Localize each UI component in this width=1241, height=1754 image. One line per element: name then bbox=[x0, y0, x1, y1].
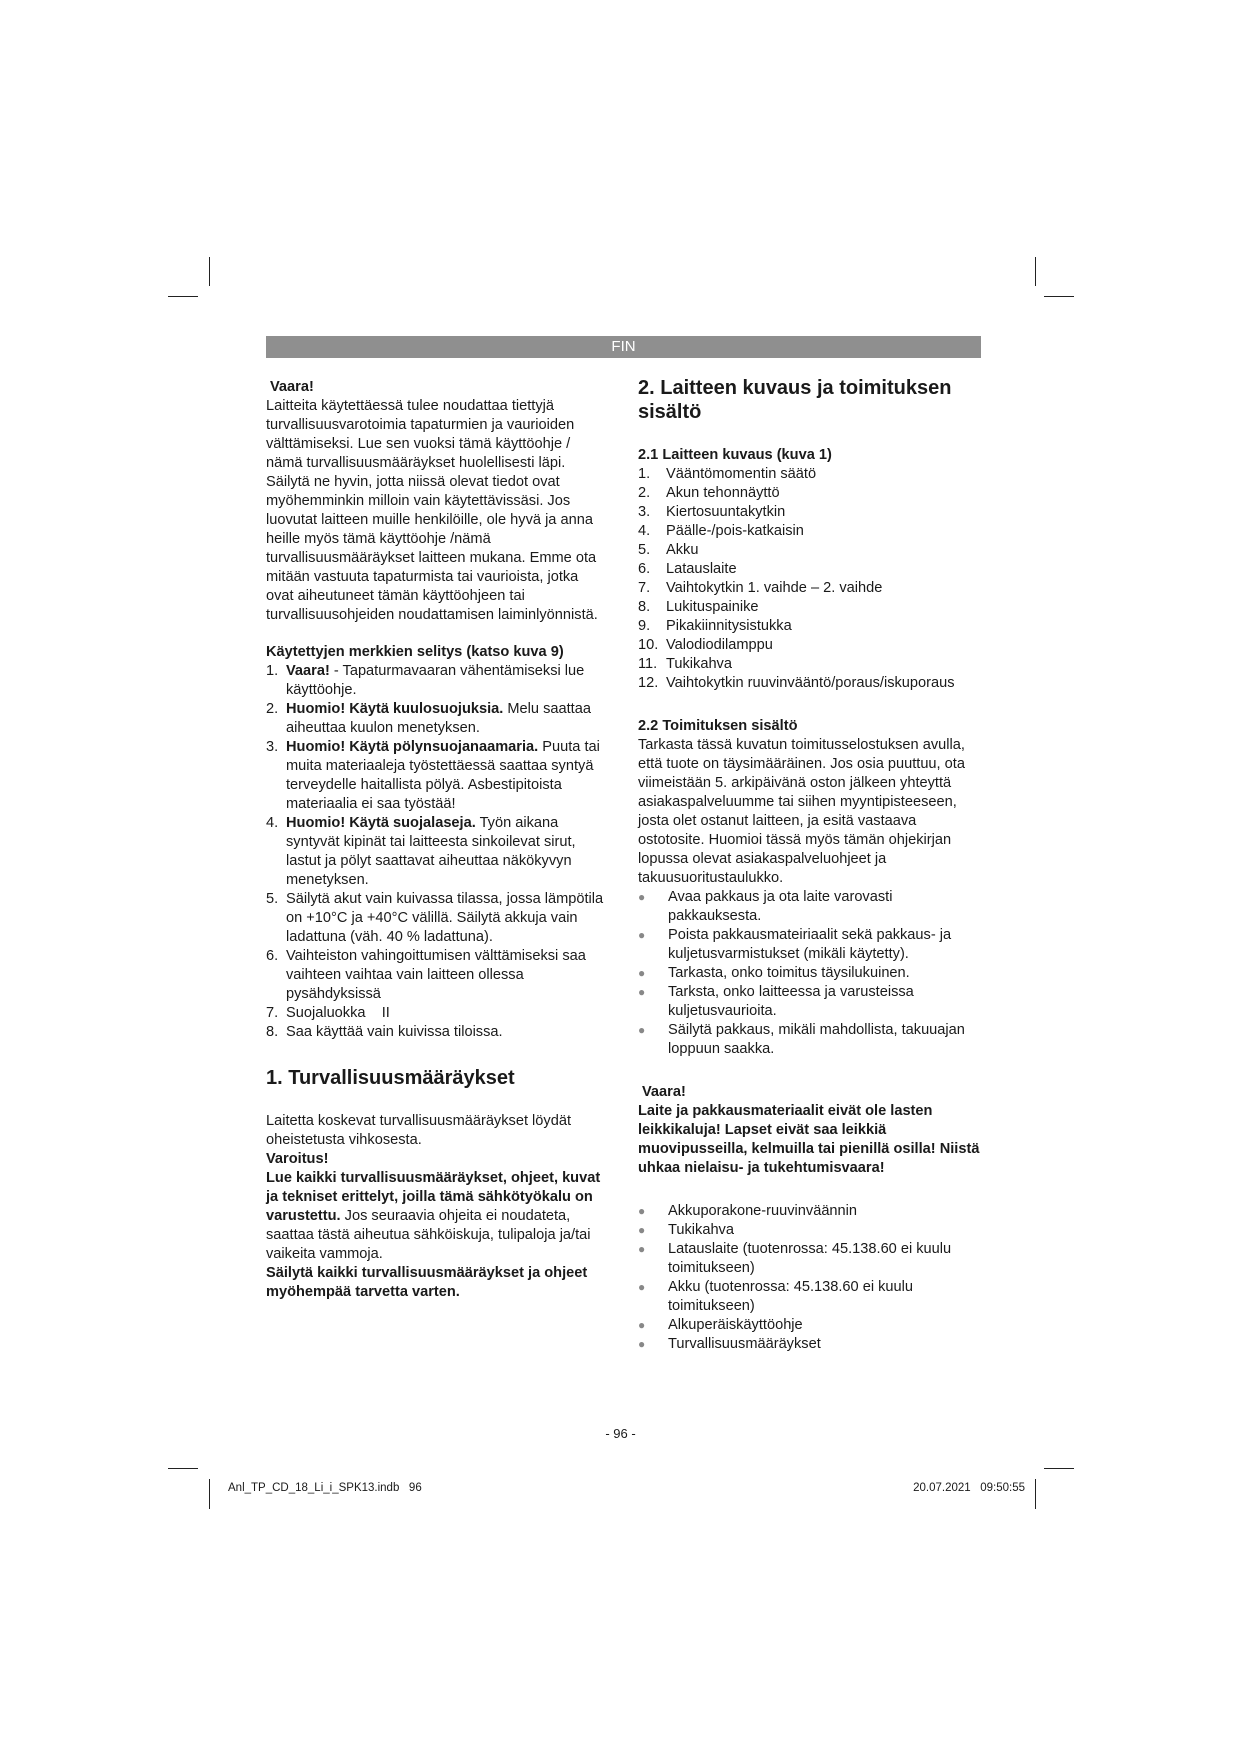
list-item: 4. Huomio! Käytä suojalaseja. Työn aikana syntyvät kipinät tai laitteesta sinkoilevat sirut, lastut ja pölyt saattavat aiheuttaa näkökyvyn menetyksen. bbox=[266, 815, 576, 888]
symbols-title: Käytettyjen merkkien selitys (katso kuva 9) bbox=[266, 644, 564, 660]
bullet-icon: ● bbox=[638, 1337, 646, 1351]
crop-mark bbox=[168, 1468, 198, 1469]
list-item: 7. Vaihtokytkin 1. vaihde – 2. vaihde bbox=[638, 580, 883, 596]
bullet-icon: ● bbox=[638, 985, 646, 999]
crop-mark bbox=[1035, 1479, 1036, 1509]
crop-mark bbox=[1044, 1468, 1074, 1469]
subsection-2-2-title: 2.2 Toimituksen sisältö bbox=[638, 718, 798, 734]
bullet-icon: ● bbox=[638, 966, 646, 980]
list-item: 12. Vaihtokytkin ruuvinvääntö/poraus/iskuporaus bbox=[638, 675, 955, 691]
list-item: ● Latauslaite (tuotenrossa: 45.138.60 ei kuulu toimitukseen) bbox=[638, 1241, 952, 1276]
symbols-list bbox=[266, 662, 606, 1042]
list-item: ● Turvallisuusmääräykset bbox=[638, 1336, 821, 1352]
warning-2-text: Laite ja pakkausmateriaalit eivät ole lasten leikkikaluja! Lapset eivät saa leikkiä muovipusseilla, kelmuilla tai pienillä osilla! Niistä uhkaa nielaisu- ja tukehtumisvaara! bbox=[638, 1103, 980, 1176]
bullet-icon: ● bbox=[638, 928, 646, 942]
section-2-title: 2. Laitteen kuvaus ja toimituksen sisältö bbox=[638, 377, 952, 423]
list-item: 9. Pikakiinnitysistukka bbox=[638, 618, 792, 634]
bullet-icon: ● bbox=[638, 1280, 646, 1294]
warning-paragraph: Lue kaikki turvallisuusmääräykset, ohjeet, kuvat ja tekniset erittelyt, joilla tämä sähkötyökalu on varustettu. Jos seuraavia ohjeita ei noudateta, saattaa tästä aiheutua sähköiskuja, tulipaloja ja/tai vaikeita vammoja. bbox=[266, 1170, 601, 1262]
language-header: FIN bbox=[266, 336, 981, 358]
contents-list bbox=[638, 1202, 982, 1354]
delivery-text: Tarkasta tässä kuvatun toimitusselostuksen avulla, että tuote on täysimääräinen. Jos osia puuttuu, ota viimeistään 5. arkipäivänä oston jälkeen yhteyttä asiakaspalveluumme tai siihen myyntipisteeseen, josta olet ostanut laitteen, ja esitä vastaava ostotosite. Huomioi tässä myös tämän ohjekirjan lopussa olevat asiakaspalveluohjeet ja takuusuoritustaulukko. bbox=[638, 737, 965, 886]
list-item: 8. Saa käyttää vain kuivissa tiloissa. bbox=[266, 1024, 503, 1040]
list-item: 7. Suojaluokka II bbox=[266, 1005, 390, 1021]
list-item: 3. Huomio! Käytä pölynsuojanaamaria. Puuta tai muita materiaaleja työstettäessä saattaa syntyä terveydelle haitallista pölyä. Asbestipitoista materiaalia ei saa työstää! bbox=[266, 739, 600, 812]
file-name: Anl_TP_CD_18_Li_i_SPK13.indb 96 bbox=[228, 1482, 422, 1494]
list-item: ● Avaa pakkaus ja ota laite varovasti pakkauksesta. bbox=[638, 889, 893, 924]
print-timestamp: 20.07.2021 09:50:55 bbox=[913, 1482, 1025, 1494]
crop-mark bbox=[209, 1479, 210, 1509]
list-item: ● Alkuperäiskäyttöohje bbox=[638, 1317, 803, 1333]
list-item: ● Tarksta, onko laitteessa ja varusteissa kuljetusvaurioita. bbox=[638, 984, 914, 1019]
section-1-title: 1. Turvallisuusmääräykset bbox=[266, 1067, 515, 1089]
list-item: ● Tarkasta, onko toimitus täysilukuinen. bbox=[638, 965, 910, 981]
list-item: 2. Huomio! Käytä kuulosuojuksia. Melu saattaa aiheuttaa kuulon menetyksen. bbox=[266, 701, 591, 736]
page-number: - 96 - bbox=[605, 1426, 636, 1441]
list-item: ● Akkuporakone-ruuvinväännin bbox=[638, 1203, 858, 1219]
bullet-icon: ● bbox=[638, 1204, 646, 1218]
list-item: 1. Vaara! - Tapaturmavaaran vähentämiseksi lue käyttöohje. bbox=[266, 663, 585, 698]
bullet-icon: ● bbox=[638, 1223, 646, 1237]
warning-title: Vaara! bbox=[270, 379, 314, 395]
bullet-icon: ● bbox=[638, 1318, 646, 1332]
list-item: 5. Akku bbox=[638, 542, 699, 558]
list-item: 6. Latauslaite bbox=[638, 561, 737, 577]
parts-list bbox=[638, 465, 982, 693]
section-1-text: Laitetta koskevat turvallisuusmääräykset löydät oheistetusta vihkosesta. bbox=[266, 1113, 571, 1148]
bullet-icon: ● bbox=[638, 1023, 646, 1037]
list-item: 6. Vaihteiston vahingoittumisen välttämiseksi saa vaihteen vaihtaa vain laitteen ollessa pysähdyksissä bbox=[266, 948, 586, 1002]
list-item: ● Akku (tuotenrossa: 45.138.60 ei kuulu toimitukseen) bbox=[638, 1279, 914, 1314]
right-column bbox=[638, 376, 982, 1354]
unpacking-steps bbox=[638, 888, 982, 1059]
warning-text: Laitteita käytettäessä tulee noudattaa tiettyjä turvallisuusvarotoimia tapaturmien ja vaurioiden välttämiseksi. Lue sen vuoksi tämä käyttöohje / nämä turvallisuusmääräykset huolellisesti läpi. Säilytä ne hyvin, jotta niissä olevat tiedot ovat myöhemminkin milloin vain käytettävissäsi. Jos luovutat laitteen muille henkilöille, ole hyvä ja anna heille myös tämä käyttöohje /nämä turvallisuusmääräykset laitteen mukana. Emme ota mitään vastuuta tapaturmista tai vaurioista, jotka ovat aiheutuneet tämän käyttöohjeen tai turvallisuusohjeiden noudattamisen laiminlyönnistä. bbox=[266, 398, 598, 623]
warning-label: Varoitus! bbox=[266, 1151, 329, 1167]
bullet-icon: ● bbox=[638, 1242, 646, 1256]
list-item: 8. Lukituspainike bbox=[638, 599, 759, 615]
subsection-2-1-title: 2.1 Laitteen kuvaus (kuva 1) bbox=[638, 447, 832, 463]
crop-mark bbox=[1035, 257, 1036, 286]
list-item: 10. Valodiodilamppu bbox=[638, 637, 773, 653]
list-item: 2. Akun tehonnäyttö bbox=[638, 485, 780, 501]
crop-mark bbox=[168, 296, 198, 297]
list-item: ● Säilytä pakkaus, mikäli mahdollista, takuuajan loppuun saakka. bbox=[638, 1022, 965, 1057]
list-item: 11. Tukikahva bbox=[638, 656, 732, 672]
list-item: 3. Kiertosuuntakytkin bbox=[638, 504, 786, 520]
crop-mark bbox=[1044, 296, 1074, 297]
list-item: 5. Säilytä akut vain kuivassa tilassa, jossa lämpötila on +10°C ja +40°C välillä. Säilytä akkuja vain ladattuna (väh. 40 % ladattuna). bbox=[266, 891, 604, 945]
list-item: ● Tukikahva bbox=[638, 1222, 734, 1238]
list-item: ● Poista pakkausmateiriaalit sekä pakkaus- ja kuljetusvarmistukset (mikäli käytetty). bbox=[638, 927, 952, 962]
left-column bbox=[266, 378, 606, 1302]
bullet-icon: ● bbox=[638, 890, 646, 904]
warning-2-title: Vaara! bbox=[642, 1084, 686, 1100]
crop-mark bbox=[209, 257, 210, 286]
keep-instructions: Säilytä kaikki turvallisuusmääräykset ja ohjeet myöhempää tarvetta varten. bbox=[266, 1265, 588, 1300]
list-item: 4. Päälle-/pois-katkaisin bbox=[638, 523, 804, 539]
list-item: 1. Vääntömomentin säätö bbox=[638, 466, 817, 482]
